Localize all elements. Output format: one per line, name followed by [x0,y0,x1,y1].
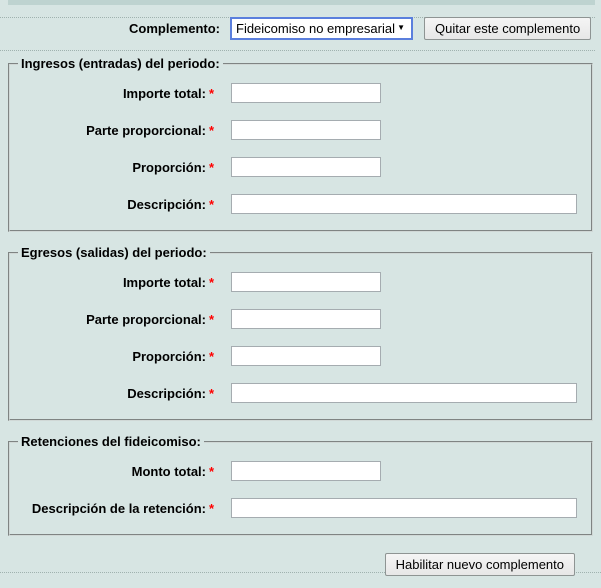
bottom-bar [0,549,601,585]
top-strip [8,0,595,5]
required-marker: * [209,348,215,364]
egresos-descripcion-input[interactable] [231,383,577,403]
mid-dotted-separator [0,50,595,51]
field-label: Descripción: [127,385,206,401]
form-row [10,157,591,177]
form-row [10,346,591,366]
form-row [10,498,591,518]
ingresos-importe-total-input[interactable] [231,83,381,103]
complement-label: Complemento: [129,20,220,36]
section-egresos-legend: Egresos (salidas) del periodo: [21,245,207,260]
complement-select-value: Fideicomiso no empresarial [236,20,395,36]
remove-complement-button[interactable]: Quitar este complemento [424,17,591,40]
form-row [10,383,591,403]
form-row [10,272,591,292]
required-marker: * [209,159,215,175]
required-marker: * [209,85,215,101]
ingresos-parte-proporcional-input[interactable] [231,120,381,140]
retenciones-descripcion-retencion-input[interactable] [231,498,577,518]
form-content [0,56,601,585]
field-label: Parte proporcional: [86,122,206,138]
egresos-parte-proporcional-input[interactable] [231,309,381,329]
section-retenciones [8,434,593,536]
ingresos-descripcion-input[interactable] [231,194,577,214]
field-label: Importe total: [122,274,206,290]
required-marker: * [209,500,215,516]
field-label: Descripción de la retención: [31,500,206,516]
required-marker: * [209,385,215,401]
section-ingresos [8,56,593,232]
retenciones-monto-total-input[interactable] [231,461,381,481]
form-row [10,194,591,214]
form-row [10,309,591,329]
section-retenciones-legend: Retenciones del fideicomiso: [21,434,201,449]
complement-bar [0,15,601,41]
field-label: Proporción: [132,348,206,364]
form-row [10,83,591,103]
ingresos-proporcion-input[interactable] [231,157,381,177]
form-row [10,461,591,481]
complement-select[interactable] [230,17,413,40]
required-marker: * [209,196,215,212]
form-row [10,120,591,140]
field-label: Monto total: [131,463,206,479]
egresos-importe-total-input[interactable] [231,272,381,292]
section-egresos [8,245,593,421]
field-label: Descripción: [127,196,206,212]
required-marker: * [209,311,215,327]
field-label: Parte proporcional: [86,311,206,327]
required-marker: * [209,122,215,138]
dropdown-arrow-icon: ▼ [397,23,405,32]
field-label: Importe total: [122,85,206,101]
required-marker: * [209,463,215,479]
enable-new-complement-button[interactable]: Habilitar nuevo complemento [385,553,575,576]
required-marker: * [209,274,215,290]
field-label: Proporción: [132,159,206,175]
section-ingresos-legend: Ingresos (entradas) del periodo: [21,56,220,71]
egresos-proporcion-input[interactable] [231,346,381,366]
